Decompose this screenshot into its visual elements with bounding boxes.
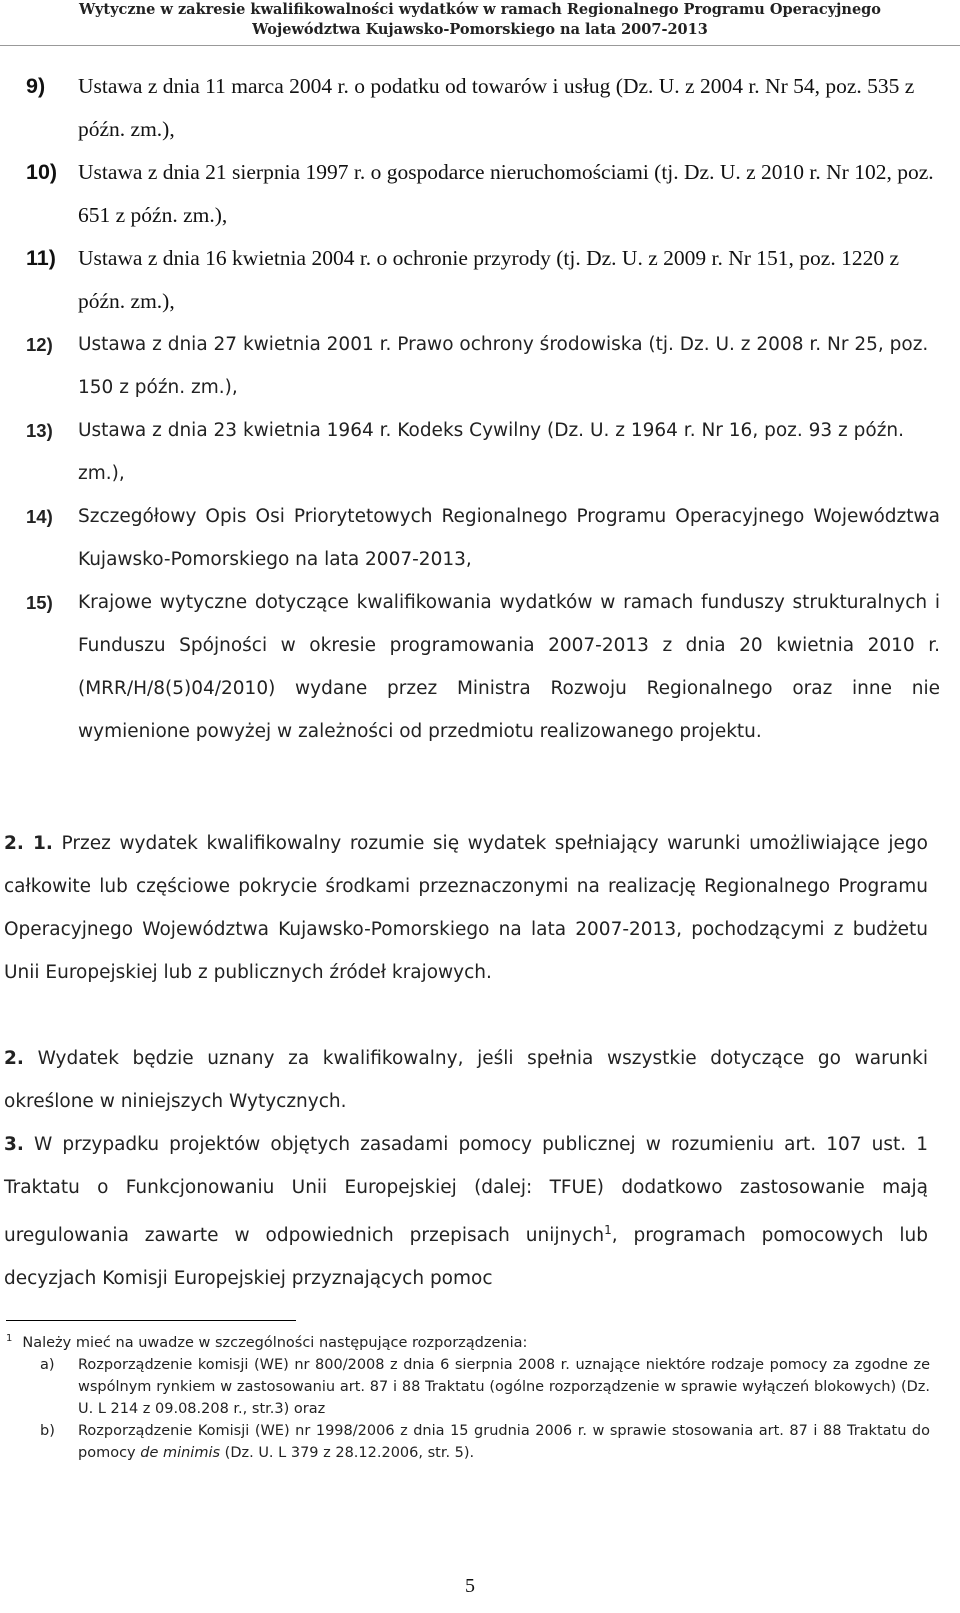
section-number: 3. xyxy=(4,1134,24,1155)
list-item-number: 9) xyxy=(26,74,46,98)
section-text: Wydatek będzie uznany za kwalifikowalny, jeśli spełnia wszystkie dotyczące go warunki określone w niniejszych Wytycznych. xyxy=(4,1048,928,1112)
legal-acts-list xyxy=(0,65,940,753)
section-text: Przez wydatek kwalifikowalny rozumie się wydatek spełniający warunki umożliwiające jego całkowite lub częściowe pokrycie środkami przeznaczonymi na realizację Regionalnego Programu Operacyjnego Województwa Kujawsko-Pomorskiego na lata 2007-2013, pochodzącymi z budżetu Unii Europejskiej lub z publicznych źródeł krajowych. xyxy=(4,833,928,983)
list-item-number: 10) xyxy=(26,160,58,184)
list-item-number: 11) xyxy=(26,246,56,270)
footnote-intro-line xyxy=(6,1328,930,1354)
footnote-item-b xyxy=(6,1420,930,1464)
list-item-number: 14) xyxy=(26,506,53,527)
footnote-reference: 1 xyxy=(604,1223,612,1237)
list-item xyxy=(0,151,940,237)
section-3-paragraph xyxy=(4,1123,928,1300)
section-number: 2. xyxy=(4,1048,24,1069)
running-header xyxy=(0,0,960,46)
list-item-number: 15) xyxy=(26,592,53,613)
list-item xyxy=(0,495,940,581)
list-item-number: 12) xyxy=(26,334,53,355)
header-rule xyxy=(0,45,960,46)
footnote-item-text-end: (Dz. U. L 379 z 28.12.2006, str. 5). xyxy=(220,1444,475,1461)
footnote xyxy=(6,1328,930,1464)
list-item xyxy=(0,581,940,753)
list-item-text: Szczegółowy Opis Osi Priorytetowych Regionalnego Programu Operacyjnego Województwa Kujawsko-Pomorskiego na lata 2007-2013, xyxy=(78,506,940,570)
list-item-text: Ustawa z dnia 11 marca 2004 r. o podatku od towarów i usług (Dz. U. z 2004 r. Nr 54, poz. 535 z późn. zm.), xyxy=(78,74,915,141)
footnote-item-italic: de minimis xyxy=(140,1444,221,1461)
footnote-item-a xyxy=(6,1354,930,1420)
section-text: W przypadku projektów objętych zasadami pomocy publicznej w rozumieniu art. 107 ust. 1 Traktatu o Funkcjonowaniu Unii Europejskiej (dalej: TFUE) dodatkowo zastosowanie mają uregulowania zawarte w odpowiednich przepisach unijnych xyxy=(4,1134,928,1247)
footnote-item-label: a) xyxy=(40,1356,55,1373)
footnote-item-text: Rozporządzenie komisji (WE) nr 800/2008 z dnia 6 sierpnia 2008 r. uznające niektóre rodzaje pomocy za zgodne ze wspólnym rynkiem w zastosowaniu art. 87 i 88 Traktatu (ogólne rozporządzenie w sprawie wyłączeń blokowych) (Dz. U. L 214 z 09.08.208 r., str.3) oraz xyxy=(78,1356,930,1417)
list-item-text: Ustawa z dnia 16 kwietnia 2004 r. o ochronie przyrody (tj. Dz. U. z 2009 r. Nr 151, poz. 1220 z późn. zm.), xyxy=(78,246,899,313)
footnote-separator xyxy=(6,1320,296,1321)
footnote-item-text: Rozporządzenie Komisji (WE) nr 1998/2006 z dnia 15 grudnia 2006 r. w sprawie stosowania art. 87 i 88 Traktatu do pomocy xyxy=(78,1422,930,1461)
list-item xyxy=(0,65,940,151)
list-item xyxy=(0,409,940,495)
section-2-paragraph xyxy=(4,1037,928,1123)
list-item-text: Ustawa z dnia 23 kwietnia 1964 r. Kodeks Cywilny (Dz. U. z 1964 r. Nr 16, poz. 93 z późn. zm.), xyxy=(78,420,905,484)
list-item xyxy=(0,323,940,409)
list-item-number: 13) xyxy=(26,420,53,441)
list-item-text: Krajowe wytyczne dotyczące kwalifikowania wydatków w ramach funduszy strukturalnych i Funduszu Spójności w okresie programowania 2007-2013 z dnia 20 kwietnia 2010 r. (MRR/H/8(5)04/2010) wydane przez Ministra Rozwoju Regionalnego oraz inne nie wymienione powyżej w zależności od przedmiotu realizowanego projektu. xyxy=(78,592,940,742)
list-item-text: Ustawa z dnia 27 kwietnia 2001 r. Prawo ochrony środowiska (tj. Dz. U. z 2008 r. Nr 25, poz. 150 z późn. zm.), xyxy=(78,334,929,398)
footnote-intro: Należy mieć na uwadze w szczególności następujące rozporządzenia: xyxy=(22,1334,528,1351)
list-item-text: Ustawa z dnia 21 sierpnia 1997 r. o gospodarce nieruchomościami (tj. Dz. U. z 2010 r. Nr 102, poz. 651 z późn. zm.), xyxy=(78,160,934,227)
footnote-item-label: b) xyxy=(40,1422,55,1439)
list-item xyxy=(0,237,940,323)
header-line-2: Województwa Kujawsko-Pomorskiego na lata 2007-2013 xyxy=(252,21,708,38)
footnote-marker: 1 xyxy=(6,1333,13,1344)
page-number: 5 xyxy=(465,1575,475,1597)
section-number: 2. 1. xyxy=(4,833,53,854)
section-text-end: , programach pomocowych lub decyzjach Komisji Europejskiej przyznających pomoc xyxy=(4,1225,929,1290)
section-2-1-paragraph xyxy=(4,822,928,994)
header-line-1: Wytyczne w zakresie kwalifikowalności wydatków w ramach Regionalnego Programu Operacyjnego xyxy=(79,1,881,18)
